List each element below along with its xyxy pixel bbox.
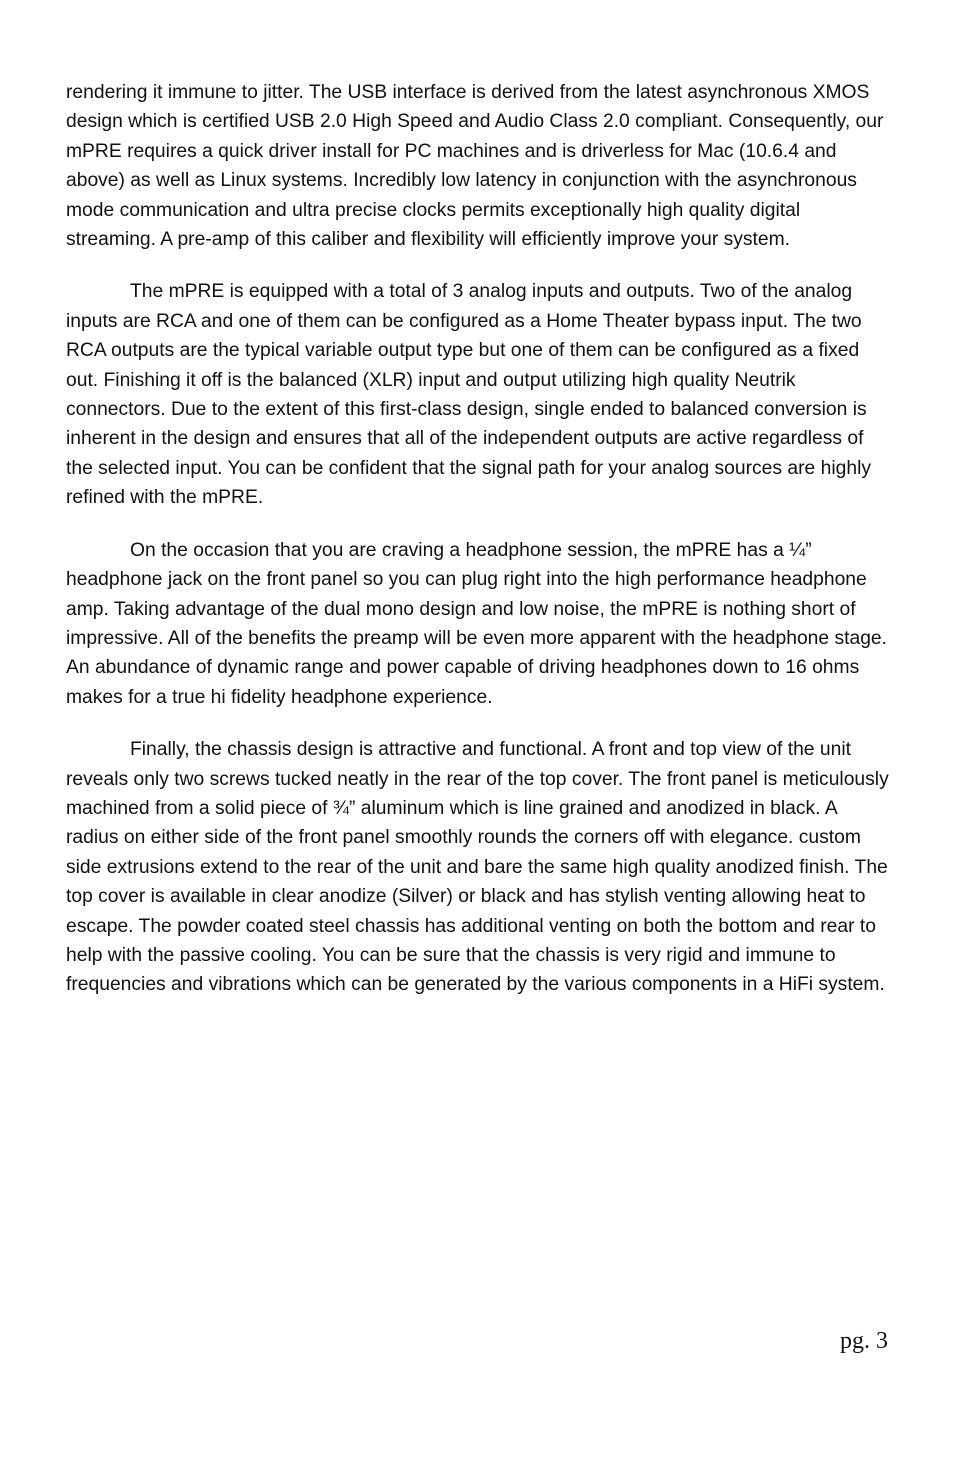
paragraph-chassis-design: Finally, the chassis design is attractive and functional. A front and top view of the unit reveals only two screws tucked neatly in the rear of the top cover. The front panel is meticulously machined from a solid piece of ¾” aluminum which is line grained and anodized in black. A radius on either side of the front panel smoothly rounds the corners off with elegance. custom side extrusions extend to the rear of the unit and bare the same high quality anodized finish. The top cover is available in clear anodize (Silver) or black and has stylish venting allowing heat to escape. The powder coated steel chassis has additional venting on both the bottom and rear to help with the passive cooling. You can be sure that the chassis is very rigid and immune to frequencies and vibrations which can be generated by the various components in a HiFi system. bbox=[66, 739, 889, 996]
paragraph-headphone-amp: On the occasion that you are craving a headphone session, the mPRE has a ¼” headphone jack on the front panel so you can plug right into the high performance headphone amp. Taking advantage of the dual mono design and low noise, the mPRE is nothing short of impressive. All of the benefits the preamp will be even more apparent with the headphone stage. An abundance of dynamic range and power capable of driving headphones down to 16 ohms makes for a true hi fidelity headphone experience. bbox=[66, 539, 888, 708]
body-text bbox=[66, 78, 890, 1023]
paragraph-analog-io: The mPRE is equipped with a total of 3 analog inputs and outputs. Two of the analog inputs are RCA and one of them can be configured as a Home Theater bypass input. The two RCA outputs are the typical variable output type but one of them can be configured as a fixed out. Finishing it off is the balanced (XLR) input and output utilizing high quality Neutrik connectors. Due to the extent of this first-class design, single ended to balanced conversion is inherent in the design and ensures that all of the independent outputs are active regardless of the selected input. You can be confident that the signal path for your analog sources are highly refined with the mPRE. bbox=[66, 281, 872, 509]
page-number: pg. 3 bbox=[840, 1328, 888, 1354]
paragraph-usb-interface: rendering it immune to jitter. The USB interface is derived from the latest asynchronous XMOS design which is certified USB 2.0 High Speed and Audio Class 2.0 compliant. Consequently, our mPRE requires a quick driver install for PC machines and is driverless for Mac (10.6.4 and above) as well as Linux systems. Incredibly low latency in conjunction with the asynchronous mode communication and ultra precise clocks permits exceptionally high quality digital streaming. A pre-amp of this caliber and flexibility will efficiently improve your system. bbox=[66, 82, 884, 251]
